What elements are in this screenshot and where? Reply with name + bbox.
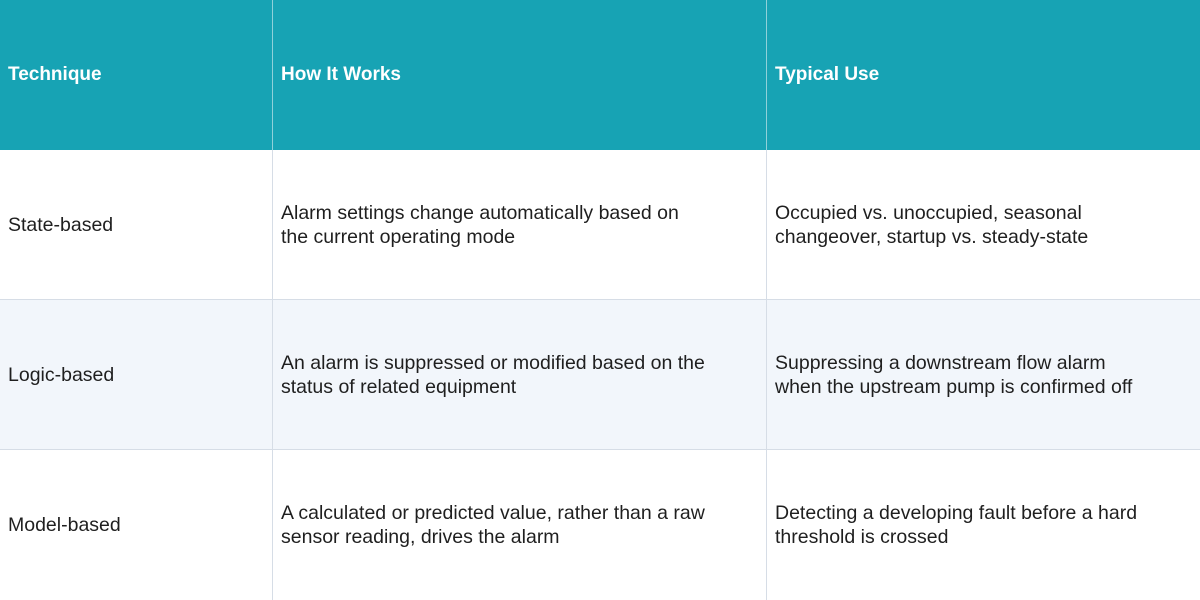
header-how-it-works: How It Works	[273, 0, 767, 150]
row-2-how-it-works: An alarm is suppressed or modified based on the status of related equipment	[273, 300, 767, 450]
header-typical-use: Typical Use	[767, 0, 1200, 150]
header-technique: Technique	[0, 0, 273, 150]
row-1-technique: State-based	[0, 150, 273, 300]
row-2-technique: Logic-based	[0, 300, 273, 450]
row-1-how-it-works: Alarm settings change automatically based on the current operating mode	[273, 150, 767, 300]
row-3-how-it-works: A calculated or predicted value, rather than a raw sensor reading, drives the alarm	[273, 450, 767, 600]
row-1-typical-use: Occupied vs. unoccupied, seasonal changeover, startup vs. steady-state	[767, 150, 1200, 300]
row-2-typical-use: Suppressing a downstream flow alarm when the upstream pump is confirmed off	[767, 300, 1200, 450]
row-3-technique: Model-based	[0, 450, 273, 600]
row-3-typical-use: Detecting a developing fault before a hard threshold is crossed	[767, 450, 1200, 600]
